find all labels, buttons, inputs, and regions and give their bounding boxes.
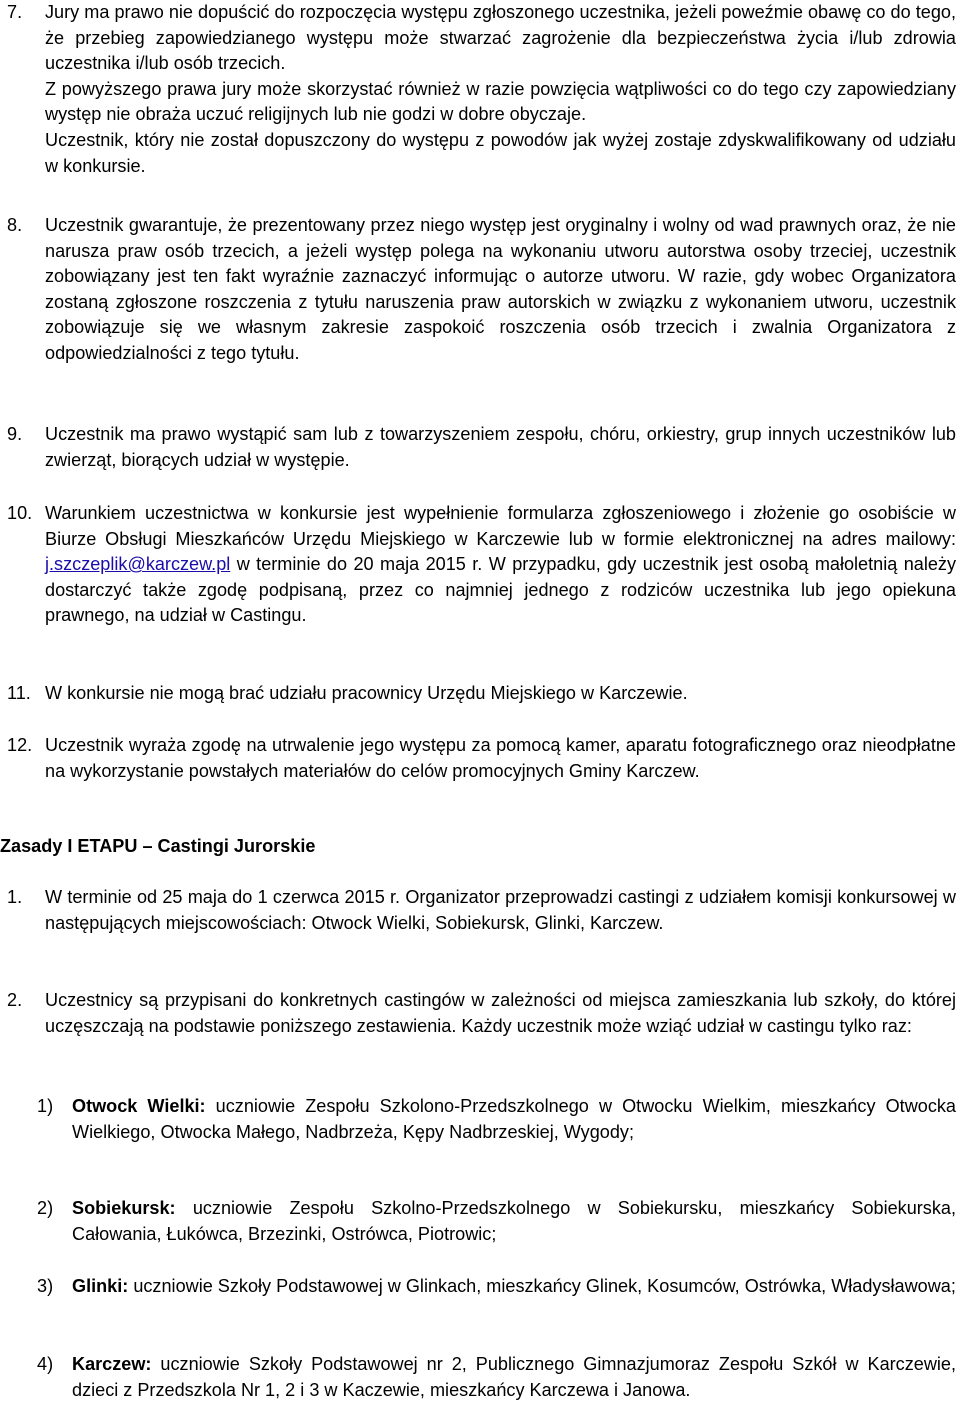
item-text-before-email: Warunkiem uczestnictwa w konkursie jest wypełnienie formularza zgłoszeniowego i złożenie go osobiście w Biurze Obsługi Mieszkańców Urzędu Miejskiego w Karczewie lub w formie elektronicznej na adres mailowy: [45, 503, 956, 549]
rule-item-11 [0, 681, 956, 707]
item-number: 9. [7, 424, 23, 444]
item-number: 11. [7, 683, 31, 703]
location-text: uczniowie Zespołu Szkolno-Przedszkolnego w Sobiekursku, mieszkańcy Sobiekurska, Całowania, Łukówca, Brzezinki, Ostrówca, Piotrowic; [72, 1198, 956, 1244]
location-number: 4) [37, 1354, 54, 1374]
location-text: uczniowie Szkoły Podstawowej w Glinkach, mieszkańcy Glinek, Kosumców, Ostrówka, Władysławowa; [128, 1276, 956, 1296]
item-paragraph: Uczestnik ma prawo wystąpić sam lub z towarzyszeniem zespołu, chóru, orkiestry, grup innych uczestników lub zwierząt, biorących udział w występie. [45, 424, 956, 470]
item-paragraph: Uczestnicy są przypisani do konkretnych castingów w zależności od miejsca zamieszkania lub szkoły, do której uczęszczają na podstawie poniższego zestawienia. Każdy uczestnik może wziąć udział w castingu tylko raz: [45, 990, 956, 1036]
email-link[interactable]: j.szczeplik@karczew.pl [45, 554, 231, 575]
item-paragraph: W konkursie nie mogą brać udziału pracownicy Urzędu Miejskiego w Karczewie. [45, 683, 688, 703]
location-body [72, 1352, 956, 1403]
item-paragraph: W terminie od 25 maja do 1 czerwca 2015 r. Organizator przeprowadzi castingi z udziałem komisji konkursowej w następujących miejscowościach: Otwock Wielki, Sobiekursk, Glinki, Karczew. [45, 887, 956, 933]
item-paragraph: Jury ma prawo nie dopuścić do rozpoczęcia występu zgłoszonego uczestnika, jeżeli poweźmie obawę co do tego, że przebieg zapowiedzianego występu może stwarzać zagrożenie dla bezpieczeństwa życia i/lub zdrowia uczestnika i/lub osób trzecich. [45, 2, 956, 74]
item-paragraph: Z powyższego prawa jury może skorzystać również w razie powzięcia wątpliwości co do tego czy zapowiedziany występ nie obraża uczuć religijnych lub nie godzi w dobre obyczaje. [45, 78, 956, 125]
location-body [72, 1094, 956, 1145]
rule-item-10 [0, 501, 956, 629]
item-number: 7. [7, 2, 23, 22]
rule-item-8 [0, 213, 956, 367]
item-body [45, 885, 956, 936]
location-body [72, 1274, 956, 1300]
item-paragraph [45, 501, 956, 629]
stage-item-1 [0, 885, 956, 936]
location-item-otwock-wielki [0, 1094, 956, 1145]
item-body [45, 422, 956, 473]
location-body [72, 1196, 956, 1247]
stage-item-2 [0, 988, 956, 1039]
location-number: 3) [37, 1276, 54, 1296]
location-text: uczniowie Szkoły Podstawowej nr 2, Publicznego Gimnazjumoraz Zespołu Szkół w Karczewie, dzieci z Przedszkola Nr 1, 2 i 3 w Kaczewie, mieszkańcy Karczewa i Janowa. [72, 1354, 956, 1400]
item-paragraph: Uczestnik wyraża zgodę na utrwalenie jego występu za pomocą kamer, aparatu fotograficznego oraz nieodpłatne na wykorzystanie powstałych materiałów do celów promocyjnych Gminy Karczew. [45, 735, 956, 781]
item-number: 8. [7, 215, 23, 235]
location-name: Otwock Wielki: [72, 1096, 206, 1116]
item-number: 2. [7, 990, 23, 1010]
rule-item-7 [0, 0, 956, 179]
item-paragraph: Uczestnik gwarantuje, że prezentowany przez niego występ jest oryginalny i wolny od wad prawnych oraz, że nie narusza praw osób trzecich, a jeżeli występ polega na wykonaniu utworu autorstwa osoby trzeciej, uczestnik zobowiązany jest ten fakt wyraźnie zaznaczyć informując o autorze utworu. W razie, gdy wobec Organizatora zostaną zgłoszone roszczenia z tytułu naruszenia praw autorskich w związku z wykonaniem utworu, uczestnik zobowiązuje się we własnym zakresie zaspokoić roszczenia osób trzecich i zwalnia Organizatora z odpowiedzialności z tego tytułu. [45, 215, 956, 363]
item-body [45, 501, 956, 629]
location-item-sobiekursk [0, 1196, 956, 1247]
item-body [45, 681, 956, 707]
location-name: Glinki: [72, 1276, 129, 1296]
item-body [45, 733, 956, 784]
item-body [45, 988, 956, 1039]
location-number: 2) [37, 1198, 54, 1218]
location-item-karczew [0, 1352, 956, 1403]
location-name: Sobiekursk: [72, 1198, 176, 1218]
item-number: 10. [7, 503, 33, 523]
location-text: uczniowie Zespołu Szkolono-Przedszkolnego w Otwocku Wielkim, mieszkańcy Otwocka Wielkiego, Otwocka Małego, Nadbrzeża, Kępy Nadbrzeskiej, Wygody; [72, 1096, 956, 1142]
item-number: 1. [7, 887, 23, 907]
item-number: 12. [7, 735, 33, 755]
section-heading: Zasady I ETAPU – Castingi Jurorskie [0, 836, 316, 856]
location-number: 1) [37, 1096, 54, 1116]
location-item-glinki [0, 1274, 956, 1300]
item-text-after-email: w terminie do 20 maja 2015 r. W przypadku, gdy uczestnik jest osobą małoletnią należy dostarczyć także zgodę podpisaną, przez co najmniej jednego z rodziców uczestnika lub jego opiekuna prawnego, na udział w Castingu. [45, 554, 956, 626]
location-name: Karczew: [72, 1354, 152, 1374]
rule-item-12 [0, 733, 956, 784]
item-body [45, 213, 956, 367]
rule-item-9 [0, 422, 956, 473]
item-body [45, 0, 956, 179]
item-paragraph: Uczestnik, który nie został dopuszczony do występu z powodów jak wyżej zostaje zdyskwalifikowany od udziału w konkursie. [45, 129, 956, 176]
